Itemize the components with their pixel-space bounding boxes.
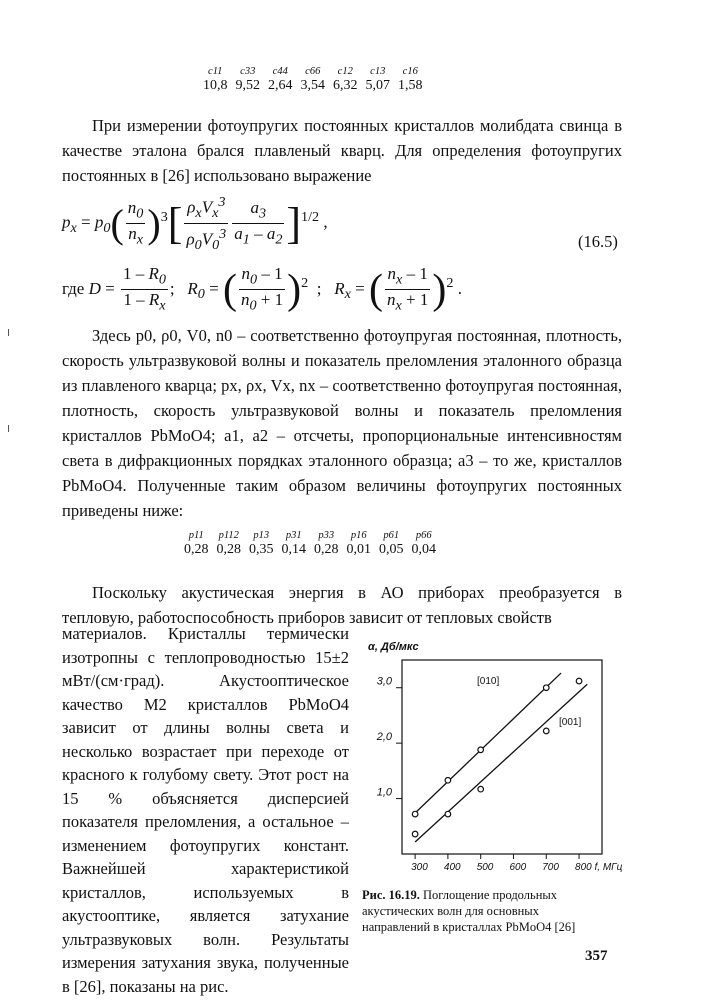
elastic-constants-table	[199, 66, 427, 94]
data-point-0-2	[478, 747, 484, 753]
photoelastic-constants-table	[180, 530, 440, 558]
top_table-values-6: 1,58	[398, 78, 423, 93]
series-label-1: [001]	[559, 717, 582, 728]
x-tick-label-2: 500	[476, 862, 494, 873]
top_table-headers-2: c44	[272, 66, 288, 77]
top_table-values-4: 6,32	[333, 78, 358, 93]
figure-caption	[362, 887, 610, 935]
figure-caption-label: Рис. 16.19.	[362, 888, 420, 902]
top_table-headers-0: c11	[208, 66, 223, 77]
data-point-1-1	[445, 811, 451, 817]
p_table-values-0: 0,28	[184, 542, 209, 557]
p_table-headers-3: p31	[285, 530, 302, 541]
top_table-headers-4: c12	[337, 66, 353, 77]
p_table-values-4: 0,28	[314, 542, 339, 557]
x-tick-label-5: 800 f, МГц	[575, 862, 623, 873]
x-tick-label-4: 700	[542, 862, 559, 873]
x-tick-label-3: 600	[509, 862, 527, 873]
where-label: где	[62, 278, 85, 298]
paragraph-thermal-wrap	[62, 622, 349, 998]
series-label-0: [010]	[477, 676, 500, 687]
top_table-values-0: 10,8	[203, 78, 228, 93]
data-point-1-4	[576, 678, 582, 684]
p_table-headers-7: p66	[415, 530, 432, 541]
x-tick-label-1: 400	[443, 862, 461, 873]
top_table-values-2: 2,64	[268, 78, 293, 93]
x-tick-label-0: 300	[411, 862, 428, 873]
data-point-0-3	[543, 685, 549, 691]
paragraph-thermal-wrap-text: материалов. Кристаллы термически изотропны с теплопроводностью 15±2 мВт/(см·град). Акустооптическое качество M2 кристаллов PbMoO4 зависит от длины волны света и несколько возрастает при переходе от красного к голубому свету. Этот рост на 15 % объясняется дисперсией показателя преломления, а остальное – изменением фотоупругих констант. Важнейшей характеристикой кристаллов, используемых в акустооптике, является затухание ультразвуковых волн. Результаты измерения затухания звука, полученные в [26], показаны на рис.	[62, 624, 349, 996]
p_table-headers-1: p112	[218, 530, 239, 541]
p_table-values-7: 0,04	[411, 542, 436, 557]
data-point-0-0	[412, 811, 418, 817]
top_table-values-5: 5,07	[365, 78, 390, 93]
y-axis-label: α, Дб/мкс	[368, 641, 419, 653]
data-point-1-0	[412, 831, 418, 837]
paragraph-thermal-full-text: Поскольку акустическая энергия в АО приборах преобразуется в тепловую, работоспособность приборов зависит от тепловых свойств	[62, 583, 622, 627]
paragraph-definitions	[62, 323, 622, 523]
figure-caption-text: Поглощение продольных акустических волн для основных направлений в кристаллах PbMoO4 [26]	[362, 888, 576, 934]
equation-power: 1/2	[301, 208, 320, 225]
equation-16-5: $p_x = p_0$( $\frac{n_0}{n_x}$ )$^3$[ $\frac{\rho_xV_x^3}{\rho_0V_0^3}$ $\frac{a_3}{a_1 - a_2}$ ]$^{1/2}$ ,	[62, 194, 328, 254]
top_table-values-1: 9,52	[235, 78, 260, 93]
page-number: 357	[585, 948, 608, 964]
p_table-values-3: 0,14	[281, 542, 306, 557]
p_table-headers-5: p16	[350, 530, 367, 541]
p_table-headers-2: p13	[253, 530, 270, 541]
top_table-headers-6: c16	[402, 66, 418, 77]
margin-mark	[8, 425, 9, 432]
data-point-0-1	[445, 777, 451, 783]
y-tick-label-1: 2,0	[376, 731, 392, 744]
top_table-headers-5: c13	[370, 66, 386, 77]
p_table-headers-0: p11	[188, 530, 204, 541]
paragraph-intro	[62, 113, 622, 188]
p_table-values-1: 0,28	[216, 542, 241, 557]
plot-frame	[402, 660, 602, 854]
top_table-headers-3: c66	[305, 66, 321, 77]
series-line-0	[415, 673, 561, 813]
paragraph-intro-text: При измерении фотоупругих постоянных кристаллов молибдата свинца в качестве эталона брался плавленый кварц. Для определения фотоупругих постоянных в [26] использовано выражение	[62, 116, 622, 185]
attenuation-chart	[362, 632, 623, 878]
y-tick-label-2: 3,0	[376, 675, 392, 688]
p_table-headers-6: p61	[383, 530, 400, 541]
series-line-1	[415, 684, 587, 842]
paragraph-definitions-text: Здесь p0, ρ0, V0, n0 – соответственно фотоупругая постоянная, плотность, скорость ультразвуковой волны и показатель преломления эталонного образца из плавленого кварца; px, ρx, Vx, nx – соответственно фотоупругая постоянная, плотность, скорость ультразвуковой волны и показатель преломления кристаллов PbMoO4; a1, a2 – отсчеты, пропорциональные интенсивностям света в дифракционных порядках эталонного образца; a3 – то же, кристаллов PbMoO4. Полученные таким образом величины фотоупругих постоянных приведены ниже:	[62, 326, 622, 520]
top_table-values-3: 3,54	[300, 78, 325, 93]
margin-mark	[8, 329, 9, 336]
equation-number: (16.5)	[578, 232, 618, 251]
p_table-values-6: 0,05	[379, 542, 404, 557]
y-tick-label-0: 1,0	[376, 786, 392, 799]
data-point-1-2	[478, 786, 484, 792]
p_table-values-2: 0,35	[249, 542, 274, 557]
equation-where-line: где D = $\frac{1 - R_0}{1 - R_x}$ ; $R_0$ = ( $\frac{n_0 - 1}{n_0 + 1}$ )$^2$ ; $R_x$ = ( $\frac{n_x - 1}{n_x + 1}$ )$^2$ .	[62, 264, 462, 314]
p_table-values-5: 0,01	[346, 542, 371, 557]
data-point-1-3	[543, 728, 549, 734]
p_table-headers-4: p33	[318, 530, 335, 541]
top_table-headers-1: c33	[240, 66, 256, 77]
